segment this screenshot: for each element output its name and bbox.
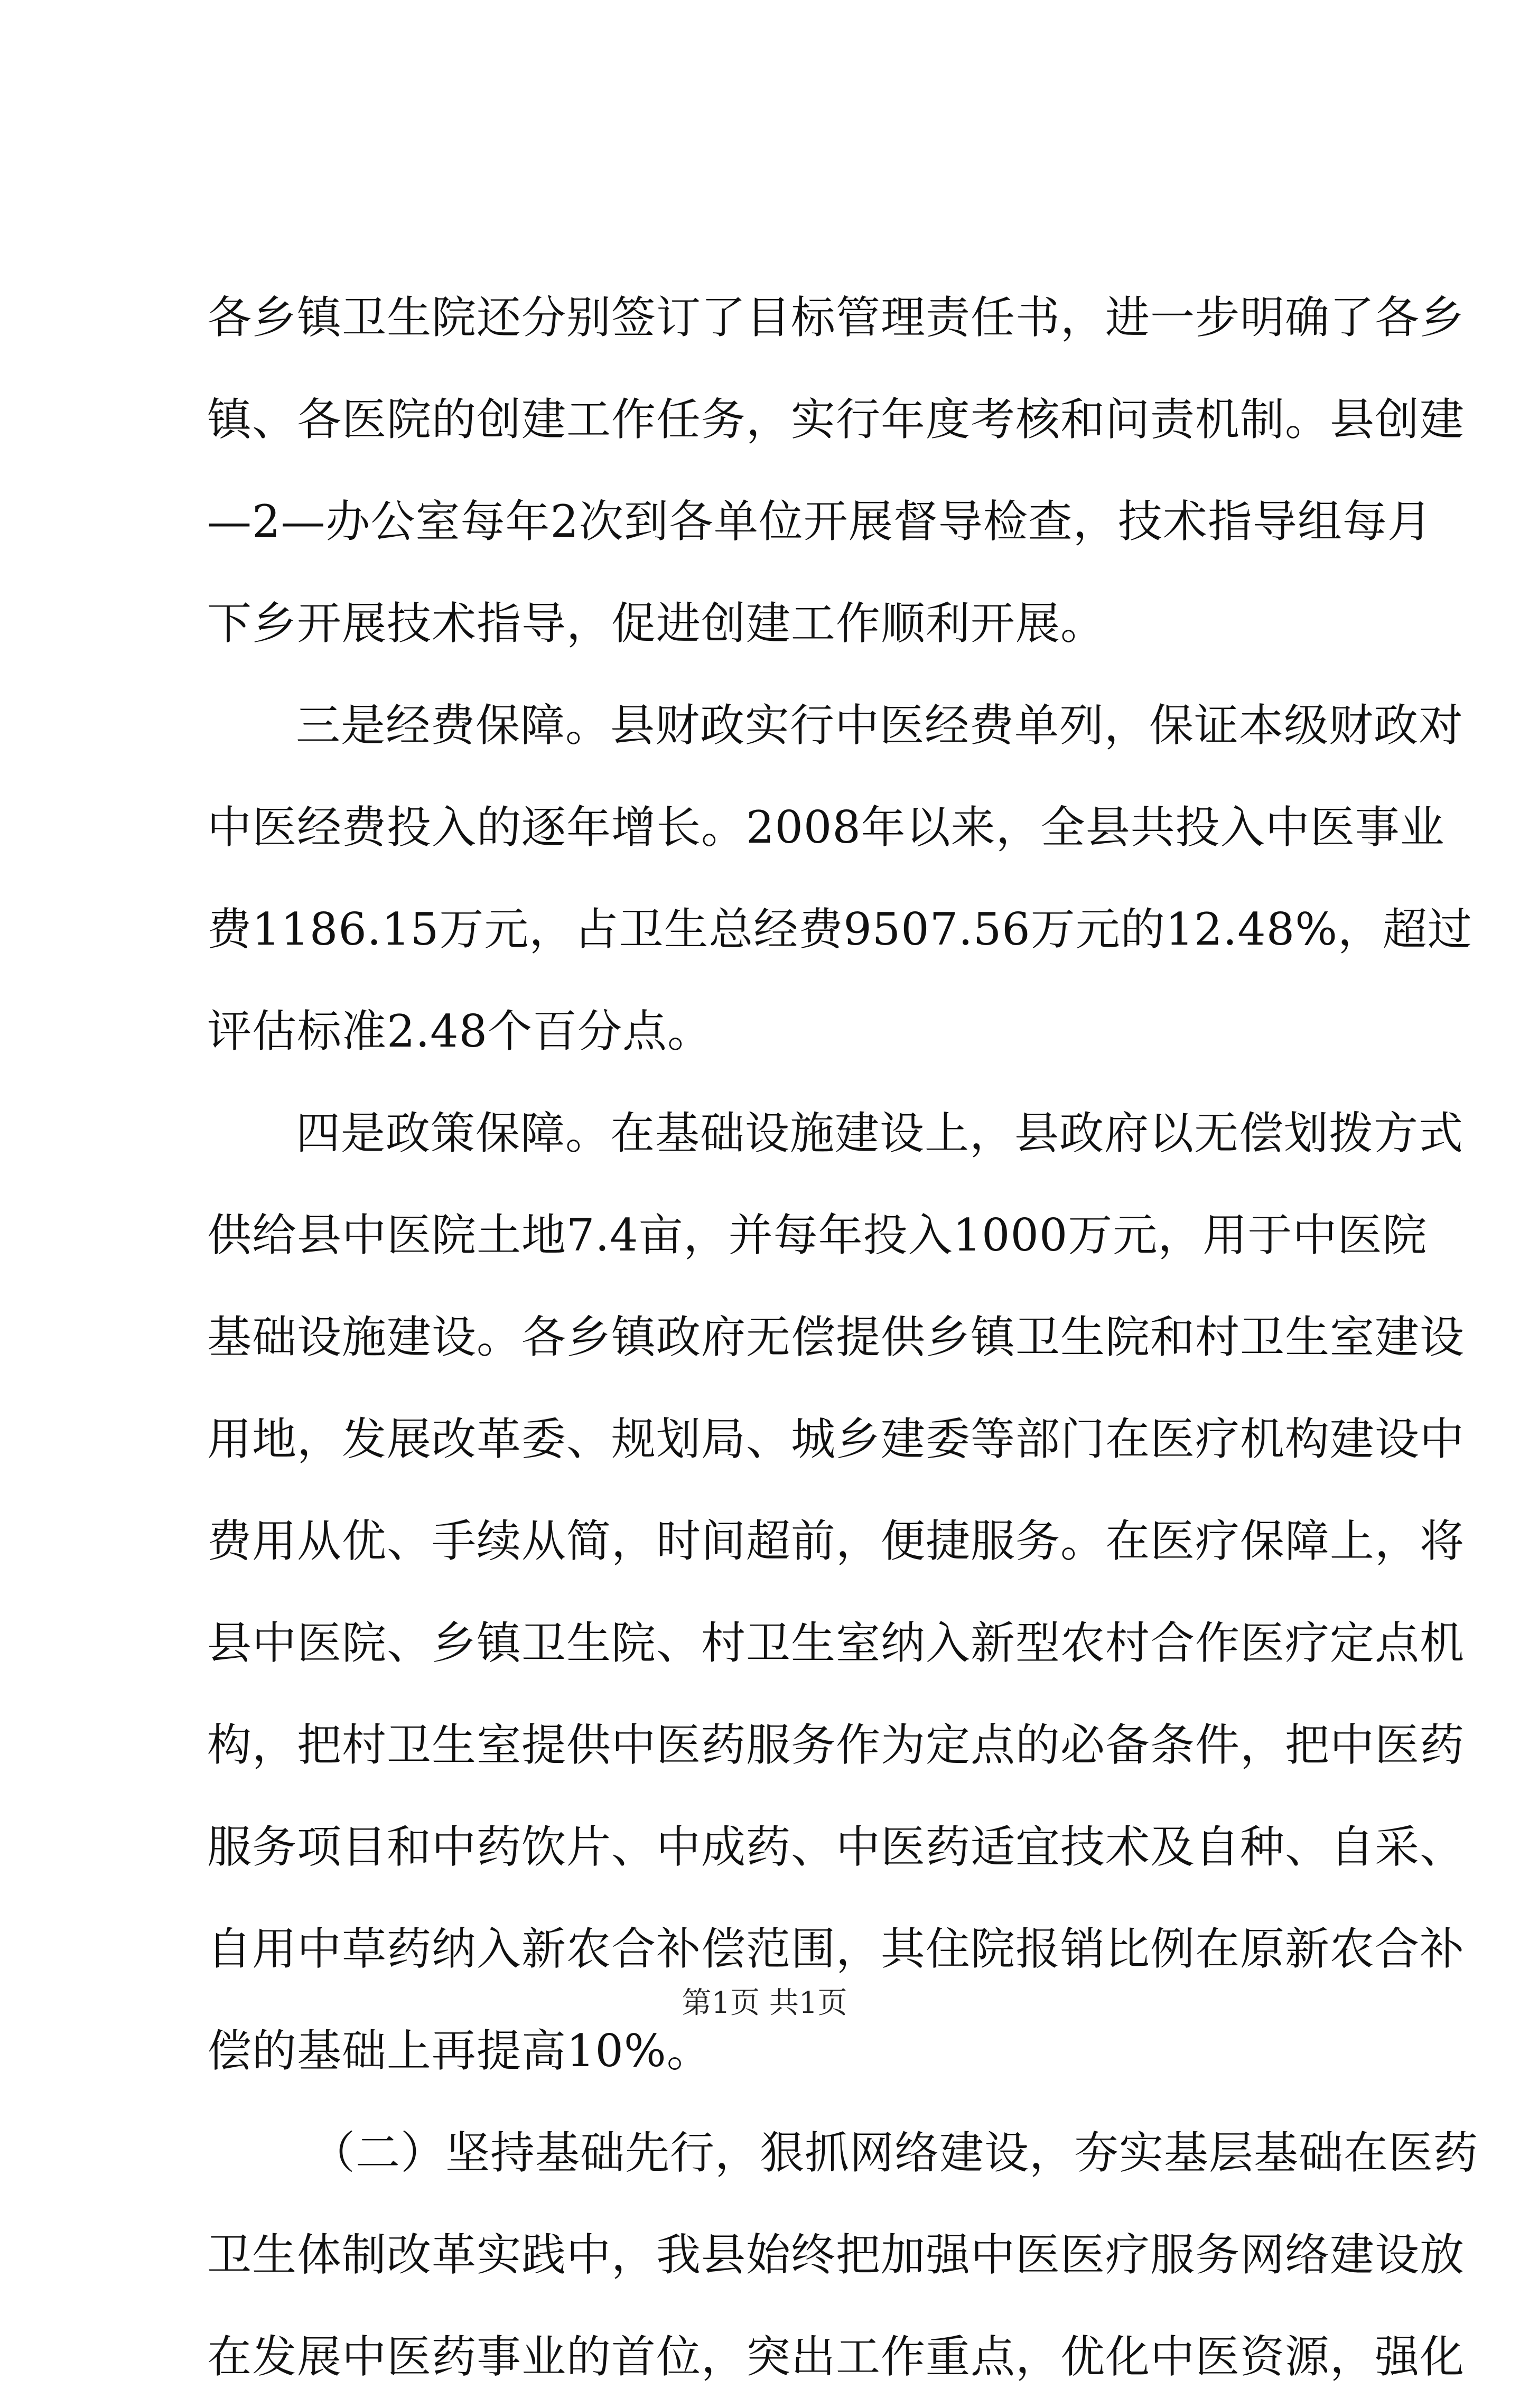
- text-line: 用地，发展改革委、规划局、城乡建委等部门在医疗机构建设中: [207, 1413, 1465, 1465]
- text-line: 费1186.15万元，占卫生总经费9507.56万元的12.48%，超过: [207, 903, 1473, 955]
- section-heading-line: （二）坚持基础先行，狠抓网络建设，夯实基层基础在医药: [311, 2127, 1479, 2179]
- text-line: 费用从优、手续从简，时间超前，便捷服务。在医疗保障上，将: [207, 1515, 1465, 1567]
- text-line: 自用中草药纳入新农合补偿范围，其住院报销比例在原新农合补: [207, 1923, 1465, 1975]
- text-line: —2—办公室每年2次到各单位开展督导检查，技术指导组每月: [207, 496, 1432, 547]
- text-line: 在发展中医药事业的首位，突出工作重点，优化中医资源，强化: [207, 2331, 1465, 2383]
- text-line: 卫生体制改革实践中，我县始终把加强中医医疗服务网络建设放: [207, 2229, 1465, 2281]
- text-line: 镇、各医院的创建工作任务，实行年度考核和问责机制。县创建: [207, 394, 1465, 445]
- text-line: 评估标准2.48个百分点。: [207, 1005, 713, 1057]
- text-line: 偿的基础上再提高10%。: [207, 2025, 712, 2077]
- page-footer: 第1页 共1页: [682, 1986, 847, 2020]
- text-line: 县中医院、乡镇卫生院、村卫生室纳入新型农村合作医疗定点机: [207, 1617, 1465, 1669]
- text-line: 基础设施建设。各乡镇政府无偿提供乡镇卫生院和村卫生室建设: [207, 1311, 1465, 1363]
- document-body: [207, 267, 1479, 2408]
- text-line: 下乡开展技术指导，促进创建工作顺利开展。: [207, 598, 1106, 649]
- text-line: 各乡镇卫生院还分别签订了目标管理责任书，进一步明确了各乡: [207, 292, 1465, 343]
- text-line: 中医经费投入的逐年增长。2008年以来，全县共投入中医事业: [207, 801, 1445, 853]
- text-line: 构，把村卫生室提供中医药服务作为定点的必备条件，把中医药: [207, 1719, 1465, 1771]
- text-line: 服务项目和中药饮片、中成药、中医药适宜技术及自种、自采、: [207, 1821, 1465, 1873]
- text-line: 供给县中医院土地7.4亩，并每年投入1000万元，用于中医院: [207, 1209, 1428, 1261]
- paragraph-first-line: 四是政策保障。在基础设施建设上，县政府以无偿划拨方式: [296, 1107, 1464, 1159]
- paragraph-first-line: 三是经费保障。县财政实行中医经费单列，保证本级财政对: [296, 699, 1464, 751]
